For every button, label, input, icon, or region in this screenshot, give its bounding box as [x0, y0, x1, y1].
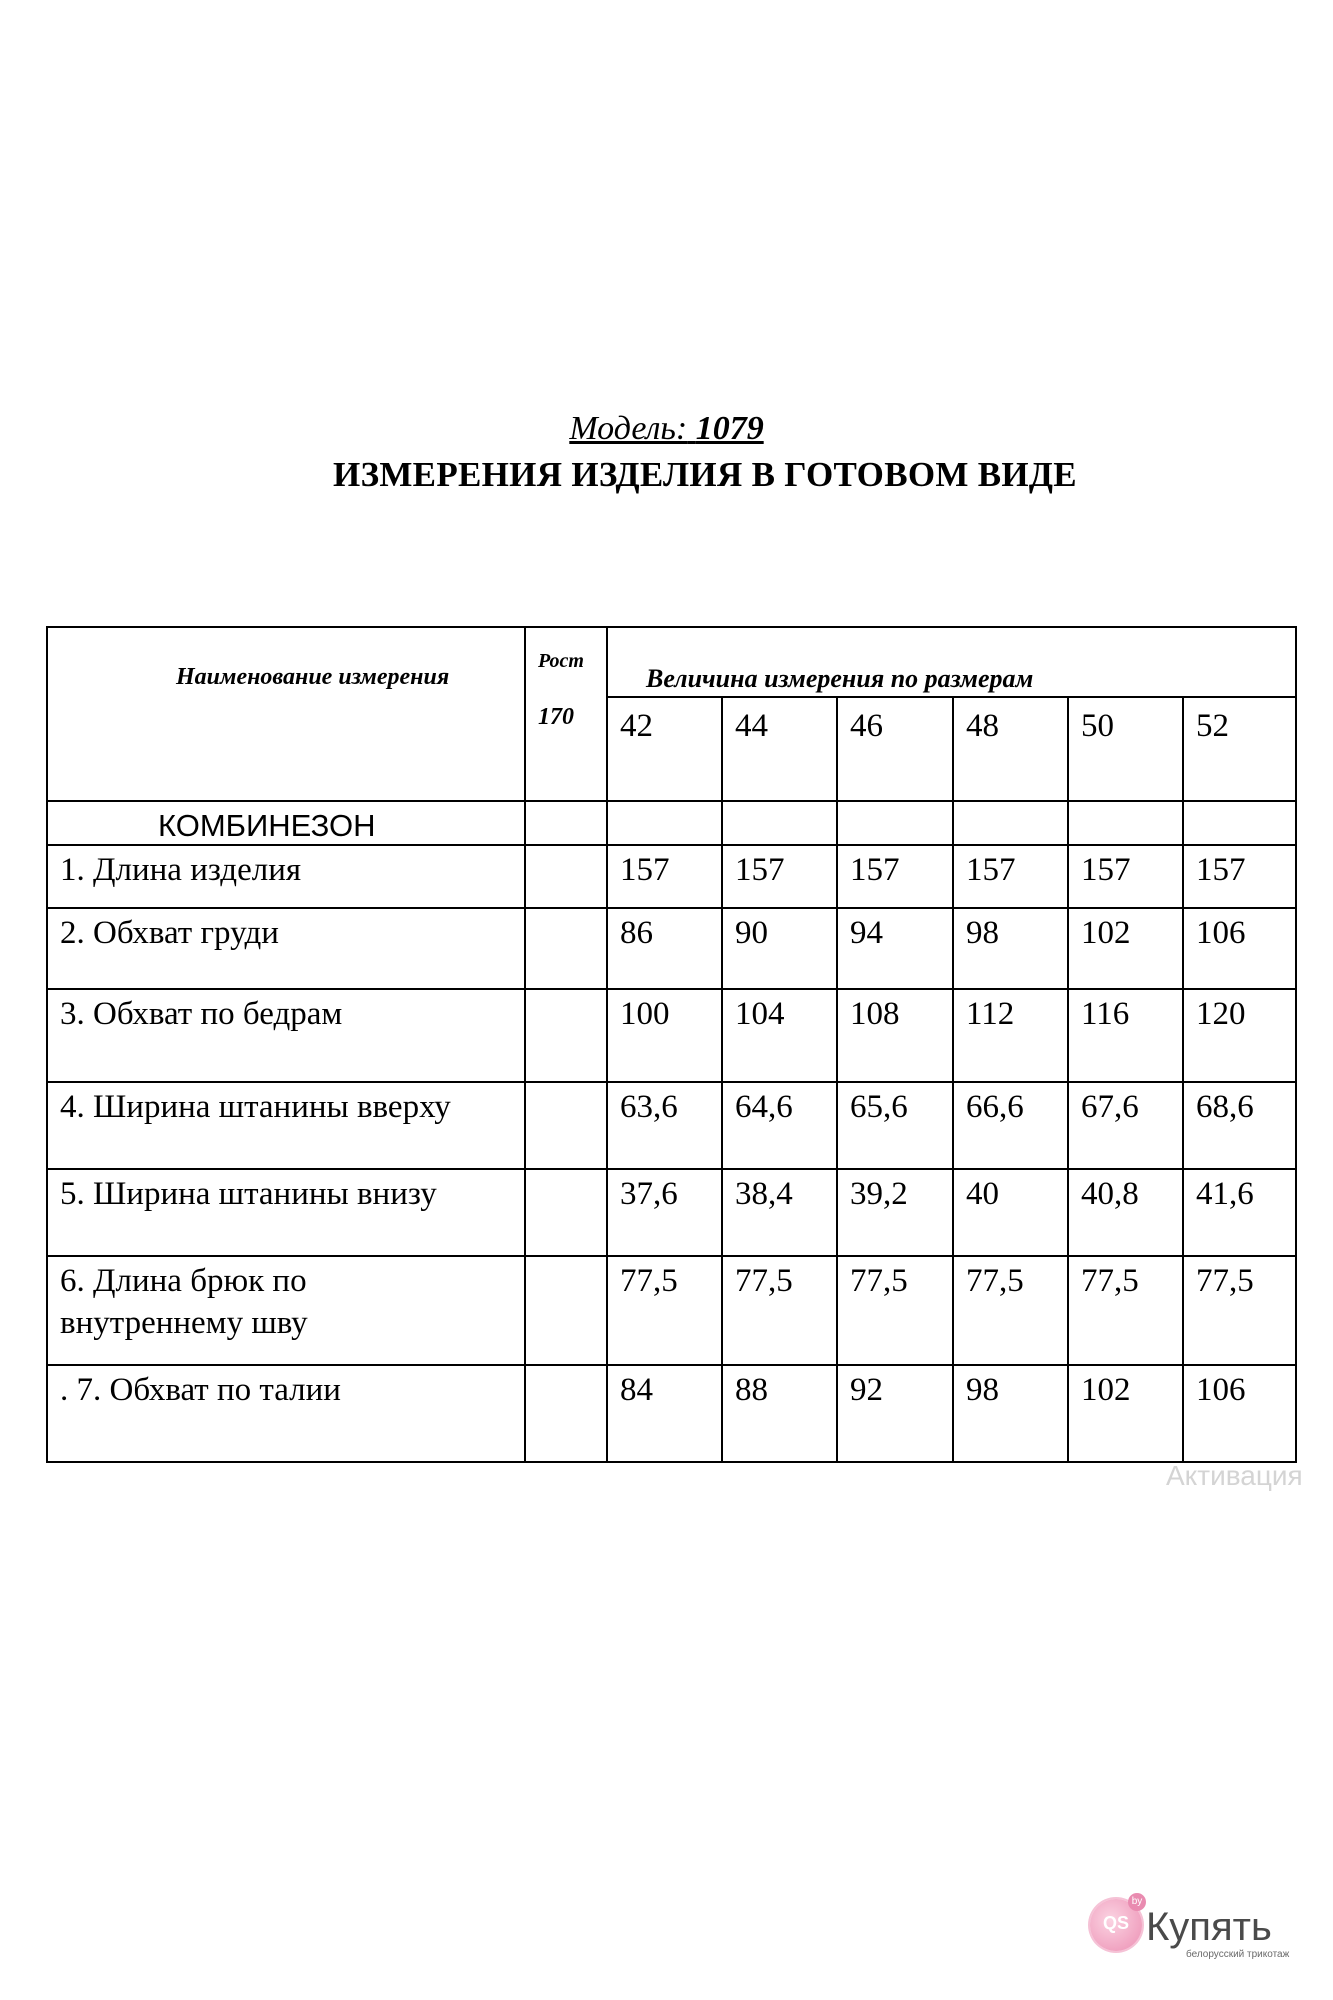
measurement-value: 86: [620, 915, 653, 951]
size-header-cell: 52: [1196, 708, 1229, 744]
measurement-value: 77,5: [1196, 1263, 1254, 1299]
header-name-column: Наименование измерения: [176, 664, 450, 690]
measurement-value: 64,6: [735, 1089, 793, 1125]
measurement-value: 108: [850, 996, 900, 1032]
measurement-value: 38,4: [735, 1176, 793, 1212]
header-sizes-title: Величина измерения по размерам: [646, 664, 1034, 693]
measurement-value: 41,6: [1196, 1176, 1254, 1212]
measurement-value: 157: [735, 852, 785, 888]
table-border: [46, 626, 1297, 628]
measurement-value: 90: [735, 915, 768, 951]
header-height-label: Рост: [538, 650, 584, 672]
table-column-divider: [606, 626, 608, 1463]
measurement-value: 39,2: [850, 1176, 908, 1212]
table-row-divider: [46, 988, 1297, 990]
header-height-value: 170: [538, 704, 574, 730]
measurement-value: 157: [1196, 852, 1246, 888]
table-row-divider: [46, 1364, 1297, 1366]
measurement-value: 84: [620, 1372, 653, 1408]
measurement-value: 100: [620, 996, 670, 1032]
measurement-value: 116: [1081, 996, 1130, 1032]
table-row-divider: [46, 800, 1297, 802]
measurement-value: 94: [850, 915, 883, 951]
table-row-divider: [46, 1168, 1297, 1170]
measurement-value: 77,5: [1081, 1263, 1139, 1299]
measurement-name: . 7. Обхват по талии: [60, 1372, 341, 1408]
measurement-value: 40: [966, 1176, 999, 1212]
measurement-name: 2. Обхват груди: [60, 915, 279, 951]
table-border: [46, 1461, 1297, 1463]
table-row-divider: [46, 907, 1297, 909]
table-column-divider: [524, 626, 526, 1463]
size-header-cell: 44: [735, 708, 768, 744]
brand-name: Купять: [1146, 1905, 1272, 1949]
table-column-divider: [1067, 696, 1069, 1463]
measurement-value: 157: [1081, 852, 1131, 888]
measurement-value: 98: [966, 915, 999, 951]
watermark-text: Активация: [1166, 1460, 1303, 1491]
measurement-value: 68,6: [1196, 1089, 1254, 1125]
model-number: 1079: [695, 410, 764, 447]
measurement-value: 65,6: [850, 1089, 908, 1125]
measurement-value: 88: [735, 1372, 768, 1408]
measurement-value: 157: [966, 852, 1016, 888]
size-header-cell: 48: [966, 708, 999, 744]
measurement-value: 98: [966, 1372, 999, 1408]
table-row-divider: [46, 1081, 1297, 1083]
measurement-value: 102: [1081, 1372, 1131, 1408]
brand-logo: [1090, 1893, 1320, 1963]
measurement-value: 77,5: [850, 1263, 908, 1299]
size-header-cell: 42: [620, 708, 653, 744]
measurement-value: 157: [620, 852, 670, 888]
table-row-divider: [46, 844, 1297, 846]
table-row-divider: [606, 696, 1297, 698]
measurement-name: 5. Ширина штанины внизу: [60, 1176, 437, 1212]
measurement-value: 92: [850, 1372, 883, 1408]
measurement-value: 102: [1081, 915, 1131, 951]
measurement-value: 66,6: [966, 1089, 1024, 1125]
measurement-name: внутреннему шву: [60, 1305, 308, 1341]
size-header-cell: 50: [1081, 708, 1114, 744]
measurement-name: 1. Длина изделия: [60, 852, 302, 888]
table-row-divider: [46, 1255, 1297, 1257]
measurement-value: 157: [850, 852, 900, 888]
model-label: Модель:: [569, 410, 688, 447]
measurement-value: 63,6: [620, 1089, 678, 1125]
model-line: [0, 410, 1333, 448]
measurement-value: 77,5: [966, 1263, 1024, 1299]
measurement-value: 67,6: [1081, 1089, 1139, 1125]
measurement-value: 77,5: [735, 1263, 793, 1299]
section-label: КОМБИНЕЗОН: [158, 808, 376, 843]
measurement-value: 37,6: [620, 1176, 678, 1212]
measurement-name: 6. Длина брюк по: [60, 1263, 307, 1299]
table-column-divider: [836, 696, 838, 1463]
measurement-name: 3. Обхват по бедрам: [60, 996, 343, 1032]
measurement-value: 106: [1196, 915, 1246, 951]
measurement-value: 112: [966, 996, 1015, 1032]
table-border: [1295, 626, 1297, 1463]
document-title: ИЗМЕРЕНИЯ ИЗДЕЛИЯ В ГОТОВОМ ВИДЕ: [333, 455, 1077, 494]
table-column-divider: [1182, 696, 1184, 1463]
measurement-value: 77,5: [620, 1263, 678, 1299]
measurement-value: 106: [1196, 1372, 1246, 1408]
measurement-value: 120: [1196, 996, 1246, 1032]
brand-tagline: белорусский трикотаж: [1186, 1949, 1290, 1960]
table-border: [46, 626, 48, 1463]
measurement-name: 4. Ширина штанины вверху: [60, 1089, 451, 1125]
size-header-cell: 46: [850, 708, 883, 744]
measurement-value: 104: [735, 996, 785, 1032]
table-column-divider: [952, 696, 954, 1463]
measurement-value: 40,8: [1081, 1176, 1139, 1212]
brand-mark: QS: [1102, 1913, 1129, 1933]
measurement-table: [46, 626, 1297, 1463]
table-column-divider: [721, 696, 723, 1463]
brand-badge: by: [1128, 1893, 1146, 1911]
